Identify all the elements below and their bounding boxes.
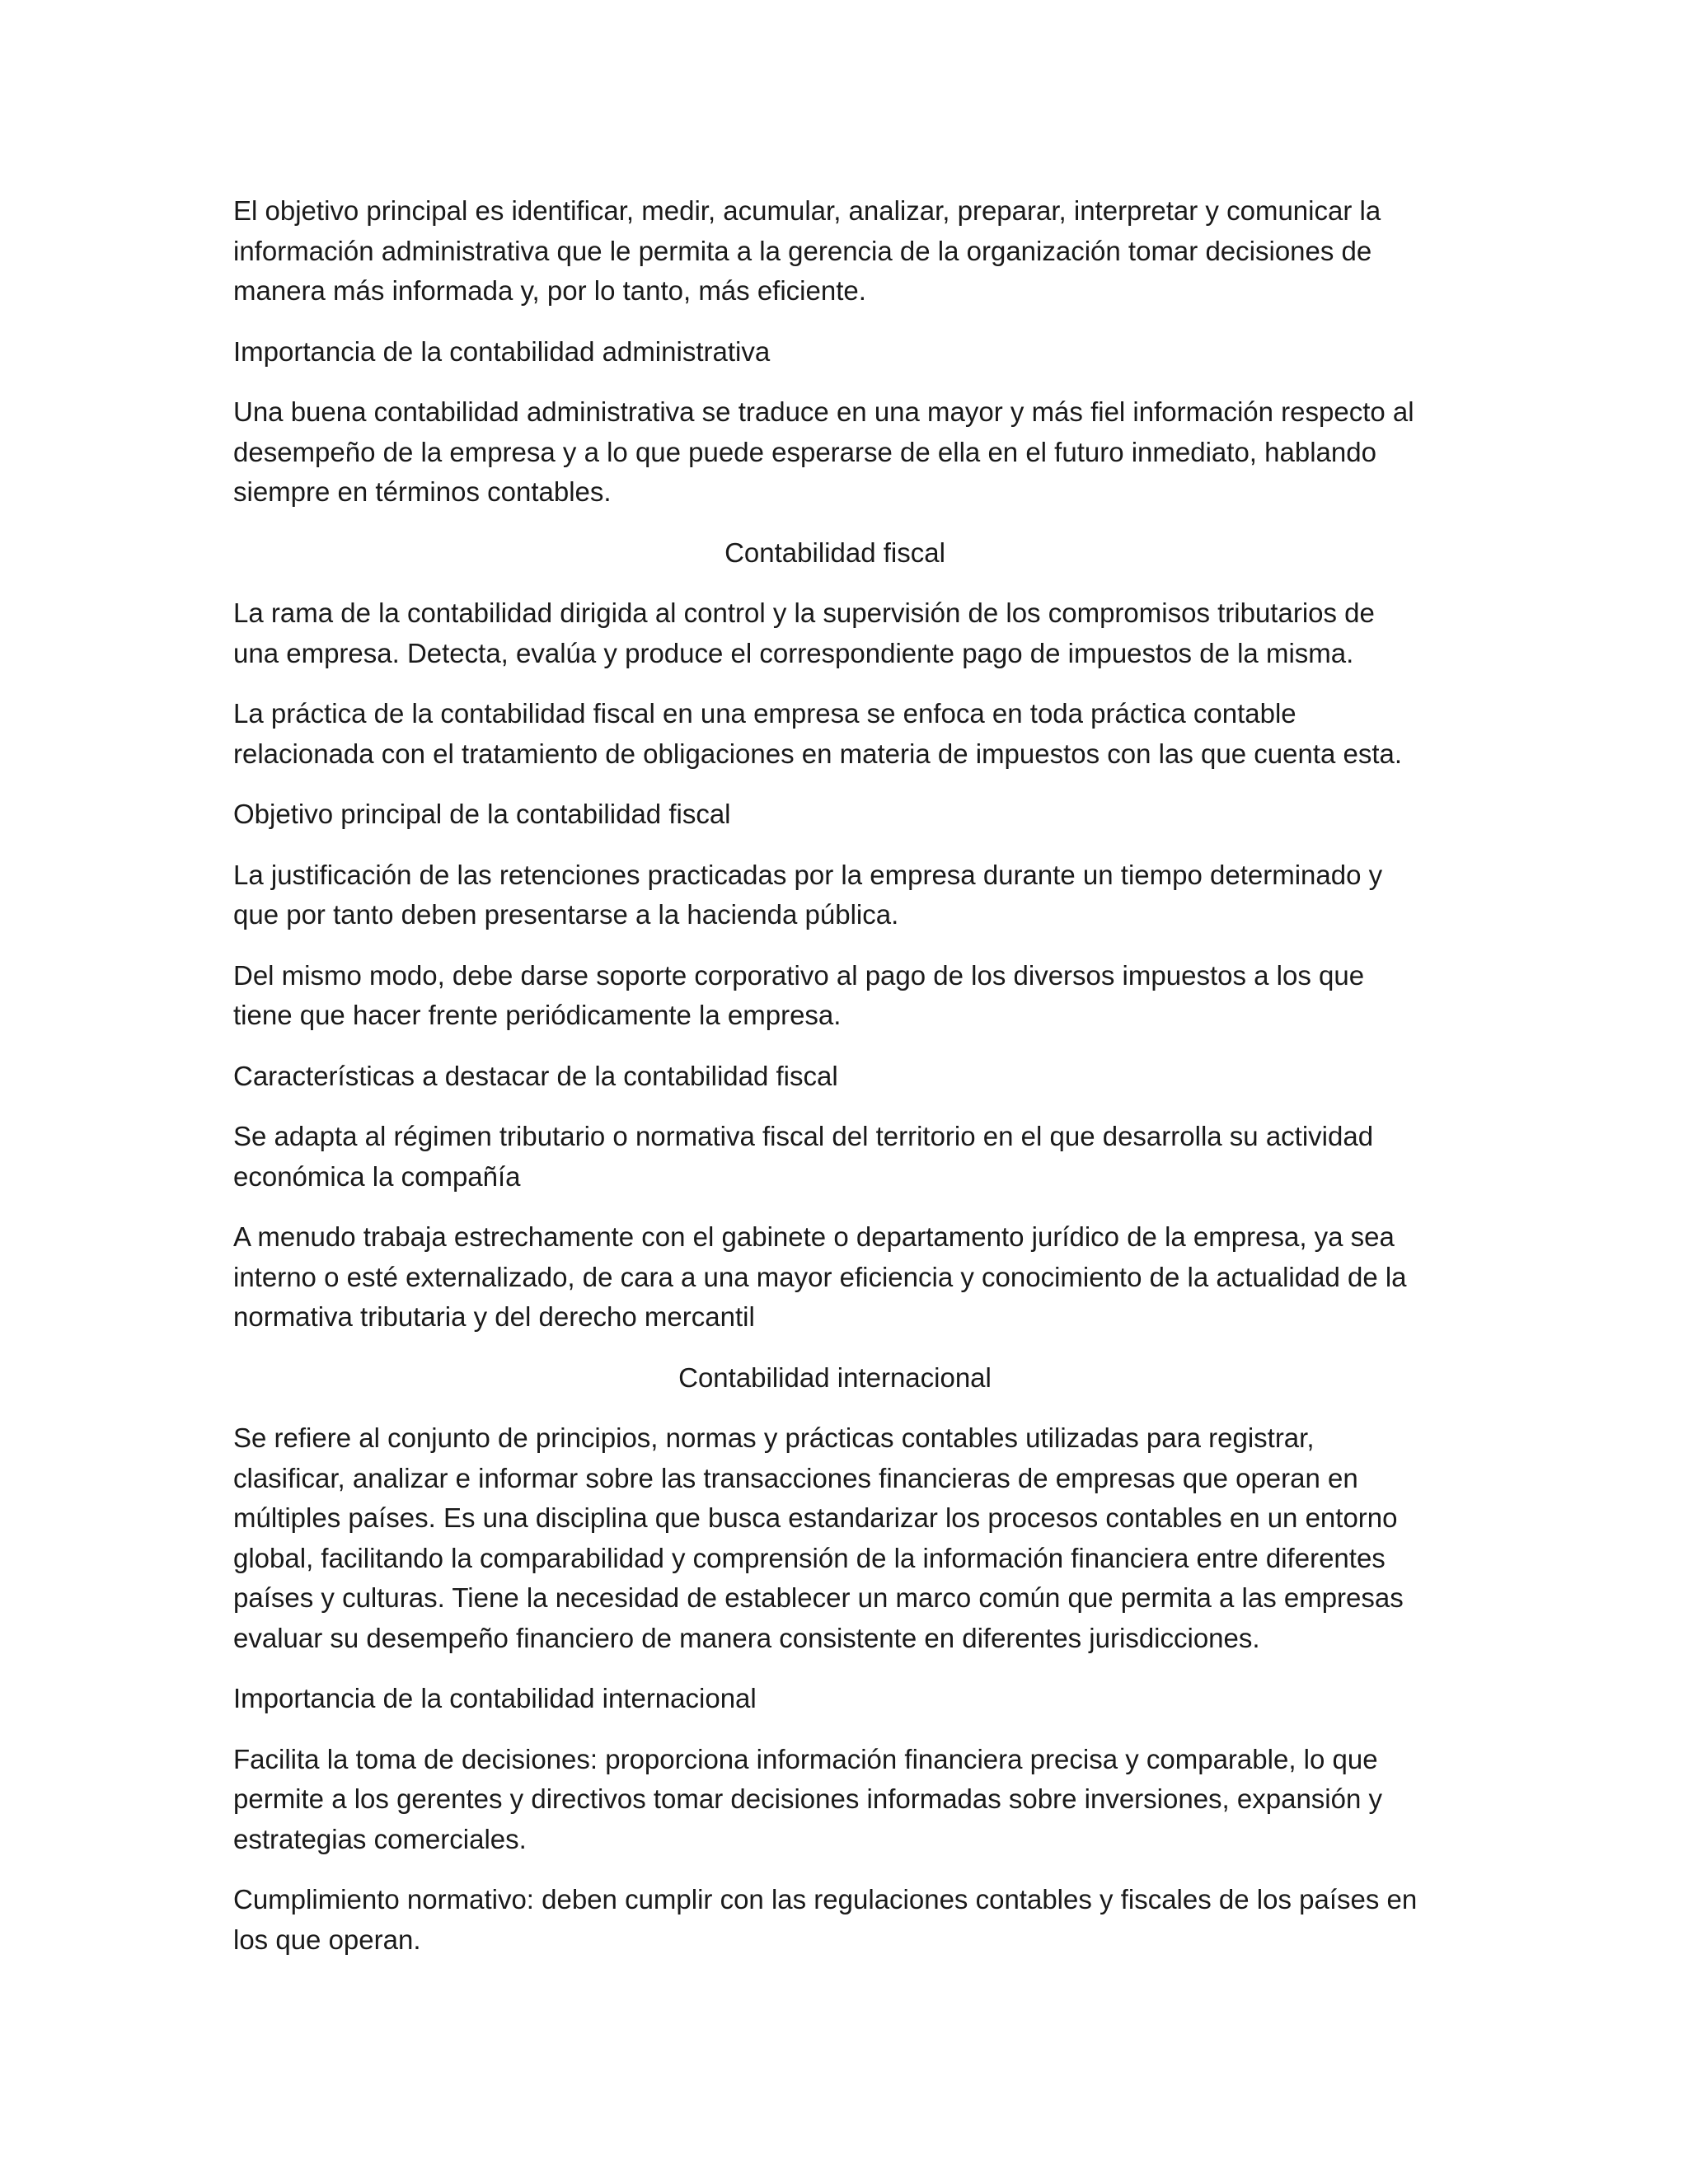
section-title — [233, 533, 1437, 574]
text-line: relacionada con el tratamiento de obligaciones en materia de impuestos con las que cuenta esta. — [233, 738, 1403, 769]
text-line: interno o esté externalizado, de cara a una mayor eficiencia y conocimiento de la actualidad de la — [233, 1261, 1407, 1292]
text-line: La rama de la contabilidad dirigida al control y la supervisión de los compromisos tributarios de — [233, 598, 1375, 628]
paragraph — [233, 1217, 1453, 1338]
text-line: Facilita la toma de decisiones: proporciona información financiera precisa y comparable, lo que — [233, 1743, 1378, 1774]
section-heading — [233, 332, 1453, 373]
heading-text: Importancia de la contabilidad internacional — [233, 1683, 757, 1713]
text-line: La justificación de las retenciones practicadas por la empresa durante un tiempo determinado y — [233, 859, 1383, 890]
text-line: El objetivo principal es identificar, medir, acumular, analizar, preparar, interpretar y comunicar la — [233, 195, 1381, 226]
paragraph — [233, 1880, 1453, 1960]
title-text: Contabilidad internacional — [678, 1361, 992, 1393]
text-line: los que operan. — [233, 1924, 421, 1955]
text-line: permite a los gerentes y directivos tomar decisiones informadas sobre inversiones, expansión y — [233, 1783, 1383, 1814]
text-line: global, facilitando la comparabilidad y comprensión de la información financiera entre diferentes — [233, 1542, 1386, 1573]
text-line: países y culturas. Tiene la necesidad de establecer un marco común que permita a las empresas — [233, 1582, 1404, 1613]
section-title — [233, 1358, 1437, 1399]
paragraph — [233, 855, 1453, 935]
paragraph — [233, 1418, 1453, 1658]
text-line: evaluar su desempeño financiero de manera consistente en diferentes jurisdicciones. — [233, 1622, 1260, 1653]
text-line: una empresa. Detecta, evalúa y produce el correspondiente pago de impuestos de la misma. — [233, 637, 1354, 668]
text-line: normativa tributaria y del derecho mercantil — [233, 1301, 755, 1332]
paragraph — [233, 1740, 1453, 1860]
paragraph — [233, 956, 1453, 1036]
paragraph — [233, 593, 1453, 673]
heading-text: Objetivo principal de la contabilidad fiscal — [233, 799, 731, 829]
paragraph — [233, 1117, 1453, 1197]
title-text: Contabilidad fiscal — [724, 537, 945, 568]
text-line: tiene que hacer frente periódicamente la empresa. — [233, 1000, 842, 1030]
section-heading — [233, 1679, 1453, 1719]
text-line: múltiples países. Es una disciplina que busca estandarizar los procesos contables en un entorno — [233, 1502, 1398, 1533]
text-line: Del mismo modo, debe darse soporte corporativo al pago de los diversos impuestos a los que — [233, 959, 1365, 991]
section-heading — [233, 1057, 1453, 1097]
text-line: estrategias comerciales. — [233, 1823, 527, 1854]
paragraph — [233, 191, 1453, 312]
text-line: siempre en términos contables. — [233, 476, 612, 507]
text-line: Se adapta al régimen tributario o normativa fiscal del territorio en el que desarrolla su actividad — [233, 1121, 1374, 1151]
text-line: La práctica de la contabilidad fiscal en una empresa se enfoca en toda práctica contable — [233, 698, 1296, 729]
text-line: clasificar, analizar e informar sobre las transacciones financieras de empresas que operan en — [233, 1462, 1358, 1493]
text-line: A menudo trabaja estrechamente con el gabinete o departamento jurídico de la empresa, ya sea — [233, 1221, 1395, 1252]
text-line: desempeño de la empresa y a lo que puede esperarse de ella en el futuro inmediato, hablando — [233, 436, 1376, 467]
heading-text: Características a destacar de la contabilidad fiscal — [233, 1060, 838, 1091]
paragraph — [233, 392, 1453, 513]
text-line: Se refiere al conjunto de principios, normas y prácticas contables utilizadas para registrar, — [233, 1422, 1315, 1453]
section-heading — [233, 794, 1453, 835]
text-line: información administrativa que le permita a la gerencia de la organización tomar decisiones de — [233, 235, 1372, 266]
text-line: manera más informada y, por lo tanto, más eficiente. — [233, 275, 866, 306]
paragraph — [233, 694, 1453, 774]
heading-text: Importancia de la contabilidad administrativa — [233, 335, 771, 367]
text-line: Cumplimiento normativo: deben cumplir con las regulaciones contables y fiscales de los países en — [233, 1884, 1418, 1915]
text-line: económica la compañía — [233, 1160, 521, 1192]
text-line: que por tanto deben presentarse a la hacienda pública. — [233, 899, 899, 930]
document-page — [233, 191, 1453, 1980]
text-line: Una buena contabilidad administrativa se traduce en una mayor y más fiel información respecto al — [233, 396, 1414, 427]
